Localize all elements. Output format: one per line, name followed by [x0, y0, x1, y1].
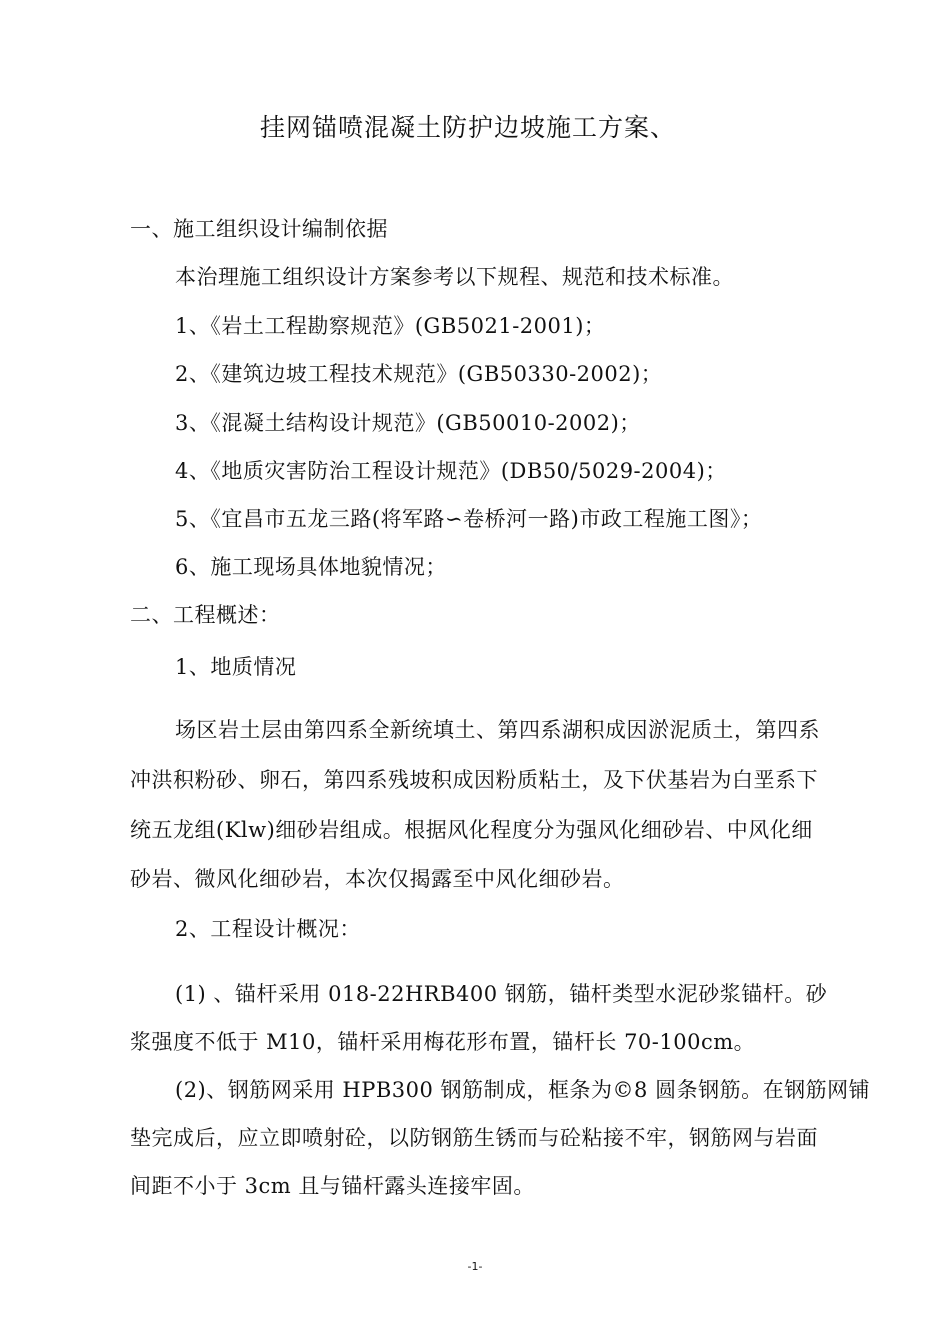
section1-intro: 本治理施工组织设计方案参考以下规程、规范和技术标准。 [175, 265, 734, 289]
design-item-1-line-2: 浆强度不低于 M10，锚杆采用梅花形布置，锚杆长 70-100cm。 [130, 1030, 756, 1054]
reference-item-6: 6、施工现场具体地貌情况； [175, 555, 447, 579]
design-item-2-line-3: 间距不小于 3cm 且与锚杆露头连接牢固。 [130, 1174, 535, 1198]
design-item-2-line-1: (2)、钢筋网采用 HPB300 钢筋制成，框条为©8 圆条钢筋。在钢筋网铺 [175, 1078, 871, 1102]
document-title: 挂网锚喷混凝土防护边坡施工方案、 [260, 113, 677, 142]
section2-heading: 二、工程概述： [130, 603, 281, 627]
geology-paragraph-line-3: 统五龙组(Klw)细砂岩组成。根据风化程度分为强风化细砂岩、中风化细 [130, 818, 813, 842]
section1-heading: 一、施工组织设计编制依据 [130, 217, 388, 241]
reference-item-5: 5、《宜昌市五龙三路(将军路∽卷桥河一路)市政工程施工图》； [175, 507, 763, 531]
design-item-2-line-2: 垫完成后，应立即喷射砼，以防钢筋生锈而与砼粘接不牢，钢筋网与岩面 [130, 1126, 818, 1150]
reference-item-4: 4、《地质灾害防治工程设计规范》(DB50/5029-2004)； [175, 459, 727, 483]
design-item-1-line-1: (1) 、锚杆采用 018-22HRB400 钢筋，锚杆类型水泥砂浆锚杆。砂 [175, 982, 828, 1006]
reference-item-1: 1、《岩土工程勘察规范》(GB5021-2001)； [175, 314, 606, 338]
reference-item-3: 3、《混凝土结构设计规范》(GB50010-2002)； [175, 411, 641, 435]
reference-item-2: 2、《建筑边坡工程技术规范》(GB50330-2002)； [175, 362, 663, 386]
geology-heading: 1、地质情况 [175, 655, 297, 679]
page-number: -1- [467, 1260, 483, 1273]
design-heading: 2、工程设计概况： [175, 917, 361, 941]
geology-paragraph-line-2: 冲洪积粉砂、卵石，第四系残坡积成因粉质粘土，及下伏基岩为白垩系下 [130, 768, 818, 792]
geology-paragraph-line-1: 场区岩土层由第四系全新统填土、第四系湖积成因淤泥质土，第四系 [175, 718, 820, 742]
geology-paragraph-line-4: 砂岩、微风化细砂岩，本次仅揭露至中风化细砂岩。 [130, 867, 625, 891]
